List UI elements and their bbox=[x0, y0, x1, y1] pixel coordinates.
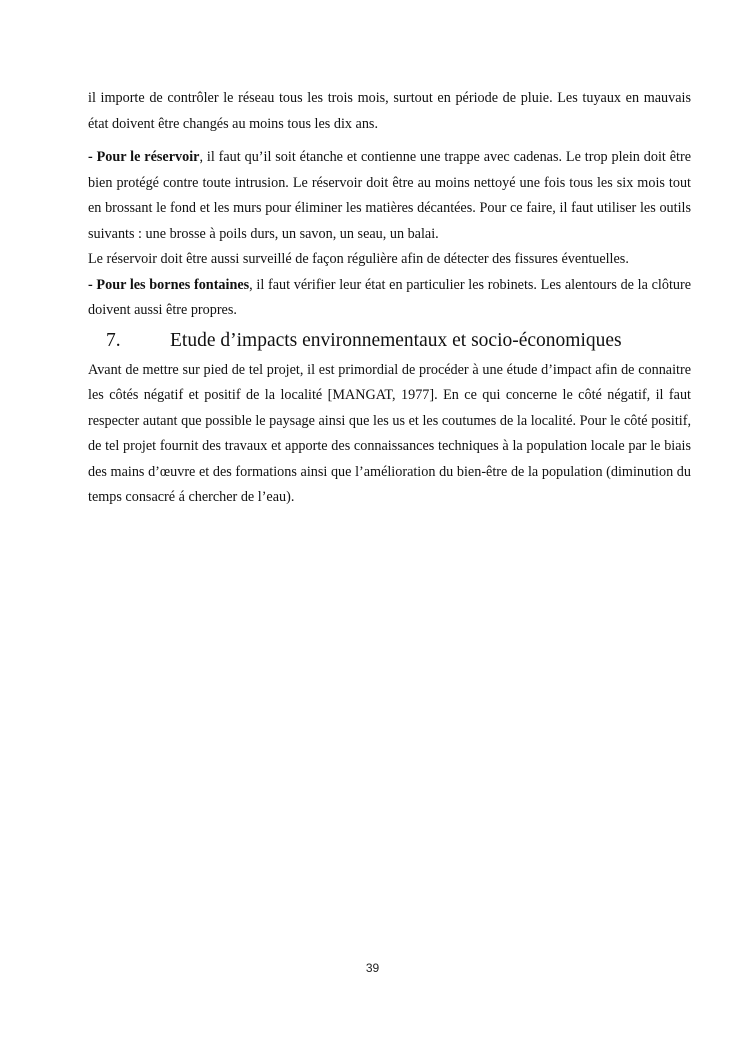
paragraph-line: mauvais état doivent être changés au moins tous les dix ans. bbox=[88, 90, 691, 132]
fountains-label: - Pour les bornes fontaines bbox=[88, 276, 250, 293]
paragraph-line: il importe de contrôler le réseau tous les trois mois, surtout en période de pluie. Les tuyaux en bbox=[88, 90, 640, 106]
paragraph-fountains bbox=[88, 273, 691, 324]
reservoir-text: , il faut qu’il soit étanche et contienne une trappe avec cadenas. Le trop plein doit être bien protégé contre toute intrusion. Le réservoir doit être au moins nettoyé une fois tous les six mois tout en brossant le fond et les murs pour éliminer les matières décantées. Pour ce faire, il faut utiliser les outils suivants : une brosse à poils durs, un savon, un seau, un balai. bbox=[88, 149, 691, 242]
reservoir-label: - Pour le réservoir bbox=[88, 149, 200, 165]
section-number: 7. bbox=[106, 329, 121, 351]
section-title: Etude d’impacts environnementaux et socio-économiques bbox=[170, 329, 622, 351]
page-body bbox=[88, 86, 691, 511]
paragraph-reservoir-monitoring: Le réservoir doit être aussi surveillé de façon régulière afin de détecter des fissures éventuelles. bbox=[88, 251, 629, 267]
paragraph-reservoir bbox=[88, 145, 691, 247]
paragraph-impact-study: Avant de mettre sur pied de tel projet, il est primordial de procéder à une étude d’impact afin de connaitre les côtés négatif et positif de la localité [MANGAT, 1977]. En ce qui concerne le côté négatif, il faut respecter autant que possible le paysage ainsi que les us et les coutumes de la localité. Pour le côté positif, de tel projet fournit des travaux et apporte des connaissances techniques à la population locale par le biais des mains d’œuvre et des formations ainsi que l’amélioration du bien-être de la population (diminution du temps consacré á chercher de l’eau). bbox=[88, 361, 691, 505]
fountains-text: , il faut vérifier leur état en particulier les robinets. Les alentours de la clôture doivent aussi être propres. bbox=[88, 276, 692, 318]
section-heading bbox=[106, 326, 691, 356]
paragraph-network-check bbox=[88, 86, 691, 137]
page-number: 39 bbox=[365, 961, 380, 975]
